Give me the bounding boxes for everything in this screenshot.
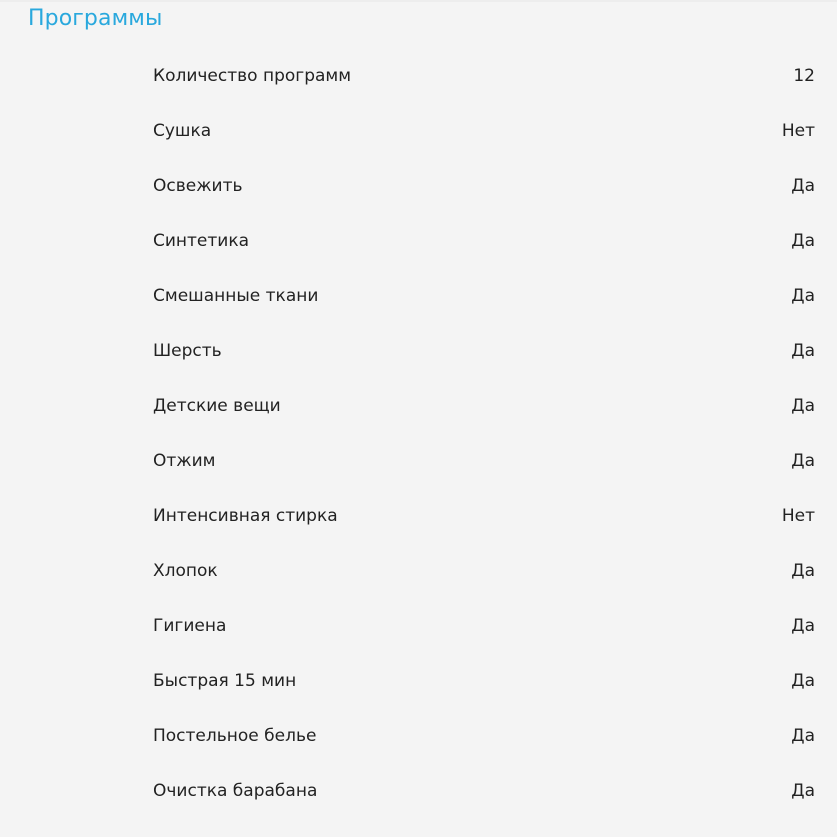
spec-row-drying — [153, 103, 815, 158]
spec-row-mixed-fabrics — [153, 268, 815, 323]
programs-spec-list — [153, 48, 815, 818]
spec-label: Очистка барабана — [153, 780, 318, 801]
spec-row-program-count — [153, 48, 815, 103]
spec-label: Синтетика — [153, 230, 250, 251]
spec-label: Постельное белье — [153, 725, 317, 746]
spec-value: Да — [791, 450, 815, 471]
spec-label: Детские вещи — [153, 395, 281, 416]
spec-value: Да — [791, 395, 815, 416]
spec-label: Освежить — [153, 175, 243, 196]
spec-row-quick-15 — [153, 653, 815, 708]
spec-label: Сушка — [153, 120, 212, 141]
spec-value: Да — [791, 670, 815, 691]
spec-value: Нет — [781, 120, 815, 141]
spec-label: Гигиена — [153, 615, 227, 636]
spec-row-cotton — [153, 543, 815, 598]
spec-row-spin — [153, 433, 815, 488]
spec-value: Да — [791, 285, 815, 306]
spec-row-wool — [153, 323, 815, 378]
spec-row-bed-linen — [153, 708, 815, 763]
spec-value: 12 — [793, 65, 815, 86]
spec-label: Интенсивная стирка — [153, 505, 338, 526]
spec-value: Да — [791, 615, 815, 636]
spec-value: Нет — [781, 505, 815, 526]
spec-value: Да — [791, 175, 815, 196]
spec-label: Шерсть — [153, 340, 222, 361]
spec-row-intensive-wash — [153, 488, 815, 543]
spec-value: Да — [791, 560, 815, 581]
section-title: Программы — [28, 6, 163, 31]
spec-label: Быстрая 15 мин — [153, 670, 297, 691]
spec-value: Да — [791, 230, 815, 251]
spec-label: Количество программ — [153, 65, 352, 86]
spec-label: Смешанные ткани — [153, 285, 319, 306]
spec-row-drum-clean — [153, 763, 815, 818]
spec-value: Да — [791, 725, 815, 746]
spec-row-hygiene — [153, 598, 815, 653]
spec-row-baby-clothes — [153, 378, 815, 433]
spec-value: Да — [791, 780, 815, 801]
spec-row-refresh — [153, 158, 815, 213]
spec-value: Да — [791, 340, 815, 361]
top-divider — [0, 0, 837, 2]
spec-label: Отжим — [153, 450, 216, 471]
spec-row-synthetics — [153, 213, 815, 268]
spec-label: Хлопок — [153, 560, 218, 581]
